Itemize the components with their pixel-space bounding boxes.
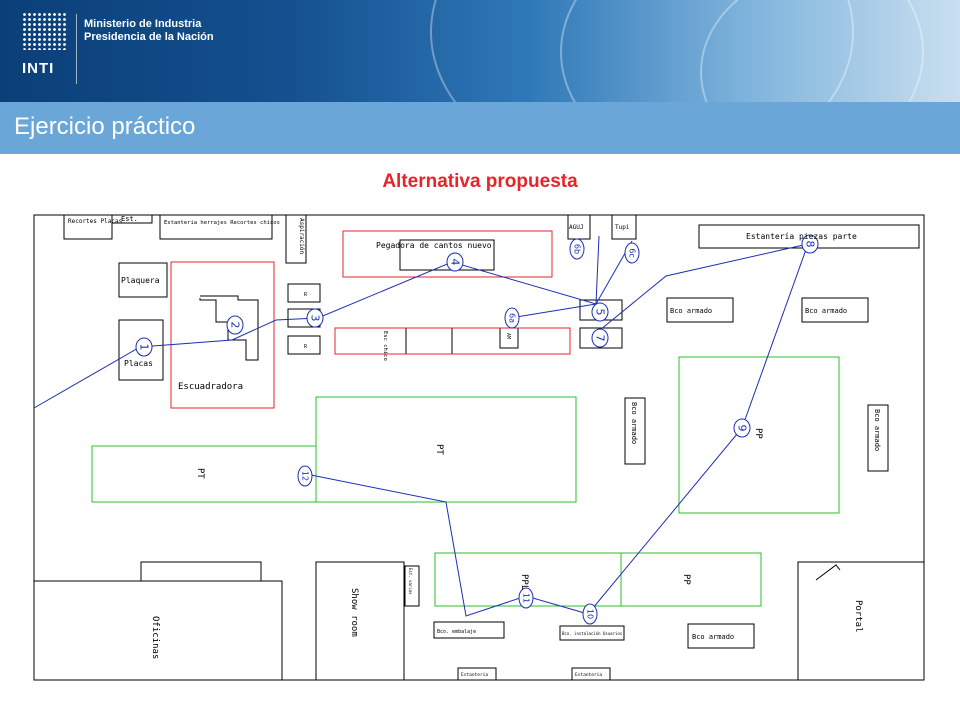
station-marker-12 [298,466,312,486]
station-marker-9 [734,419,750,437]
station-label-4: 4 [448,258,462,266]
label-bco-instalacion: Bco. instalación Usuarios [562,631,623,636]
station-label-2: 2 [228,321,242,329]
slide-title: Ejercicio práctico [14,113,196,140]
label-escuadradora: Escuadradora [178,382,244,392]
portal-door [816,565,840,580]
label-pt-left: PT [195,468,205,479]
esc-chico-inner [406,328,452,354]
label-oficinas: Oficinas [150,616,160,660]
route-line-6a [510,304,596,318]
station-marker-11 [519,588,533,608]
station-label-6a: 6a [507,313,517,323]
station-marker-6a [505,308,519,328]
oficinas-annex [141,562,261,581]
label-show-room: Show room [349,588,359,637]
station-label-3: 3 [308,314,322,322]
header-banner [0,0,960,102]
station-marker-3 [307,309,323,327]
route [34,236,808,616]
label-plaquero: Plaquera [121,276,160,285]
station-marker-1 [136,338,152,356]
station-label-10: 10 [585,608,595,620]
label-pegadora: Pegadora de cantos nuevo [376,241,492,250]
station-marker-2 [227,316,243,334]
label-est: Est. [121,215,138,223]
logo-text: INTI [22,60,55,77]
station-markers [136,235,818,624]
ministry-line1: Ministerio de Industria [84,18,202,30]
label-r1: R [304,292,308,298]
show-room [316,562,404,680]
label-agu: AGUJ [569,224,584,231]
ministry-line2: Presidencia de la Nación [84,31,214,43]
inti-logo-icon [22,12,68,50]
header-divider [76,14,77,84]
label-pp: PP [753,428,763,439]
pt-zone-right [316,397,576,502]
walls [34,215,924,680]
label-estanteria-2: Estantería [575,673,603,678]
label-bco-armado-2: Bco armado [805,307,848,315]
station-label-6b: 6b [572,243,582,255]
ministry-text [84,18,214,44]
slide-subtitle: Alternativa propuesta [382,171,578,192]
label-estanteria-1: Estantería [461,673,489,678]
label-esc-chico: Esc chico [382,331,388,361]
label-portal: Portal [853,600,863,633]
label-aspiracion: Aspiración [298,218,305,255]
label-r3: R [304,344,308,350]
label-bco-armado-5: Bco armado [692,633,735,641]
station-label-5: 5 [593,308,607,316]
label-estanteria-piezas: Estantería piezas parte [746,232,857,241]
label-estanteria-herrajes: Estanteria herrajes Recortes chicos [164,220,280,226]
station-label-11: 11 [521,592,531,604]
station-label-6c: 6c [627,248,637,258]
station-label-12: 12 [300,470,310,482]
label-pp-bottom: PP [681,574,691,585]
station-marker-6c [625,243,639,263]
label-est-varias: Est. varias [408,568,413,595]
label-bco-armado-3: Bco armado [630,402,638,445]
label-recortes: Recortes Placas [68,218,123,225]
estanteria-herrajes-box [160,215,272,239]
label-placas: Placas [124,359,153,368]
label-bco-armado-1: Bco armado [670,307,713,315]
label-am: AM [505,333,511,340]
station-marker-7 [592,329,608,347]
floor-plan [0,190,960,710]
label-pt-right: PT [434,444,444,455]
label-ppl: PPL [519,574,529,591]
green-zones [92,357,839,606]
station-marker-6b [570,239,584,259]
label-tupi: Tupi [615,224,630,231]
title-bar [0,102,960,154]
station-label-8: 8 [803,240,817,248]
station-label-9: 9 [735,424,749,432]
station-marker-10 [583,604,597,624]
station-marker-4 [447,253,463,271]
label-bco-embalaje: Bco. embalaje [437,629,477,635]
station-label-7: 7 [593,334,607,342]
station-label-1: 1 [137,343,151,351]
label-bco-armado-4: Bco armado [873,409,881,452]
station-marker-5 [592,303,608,321]
